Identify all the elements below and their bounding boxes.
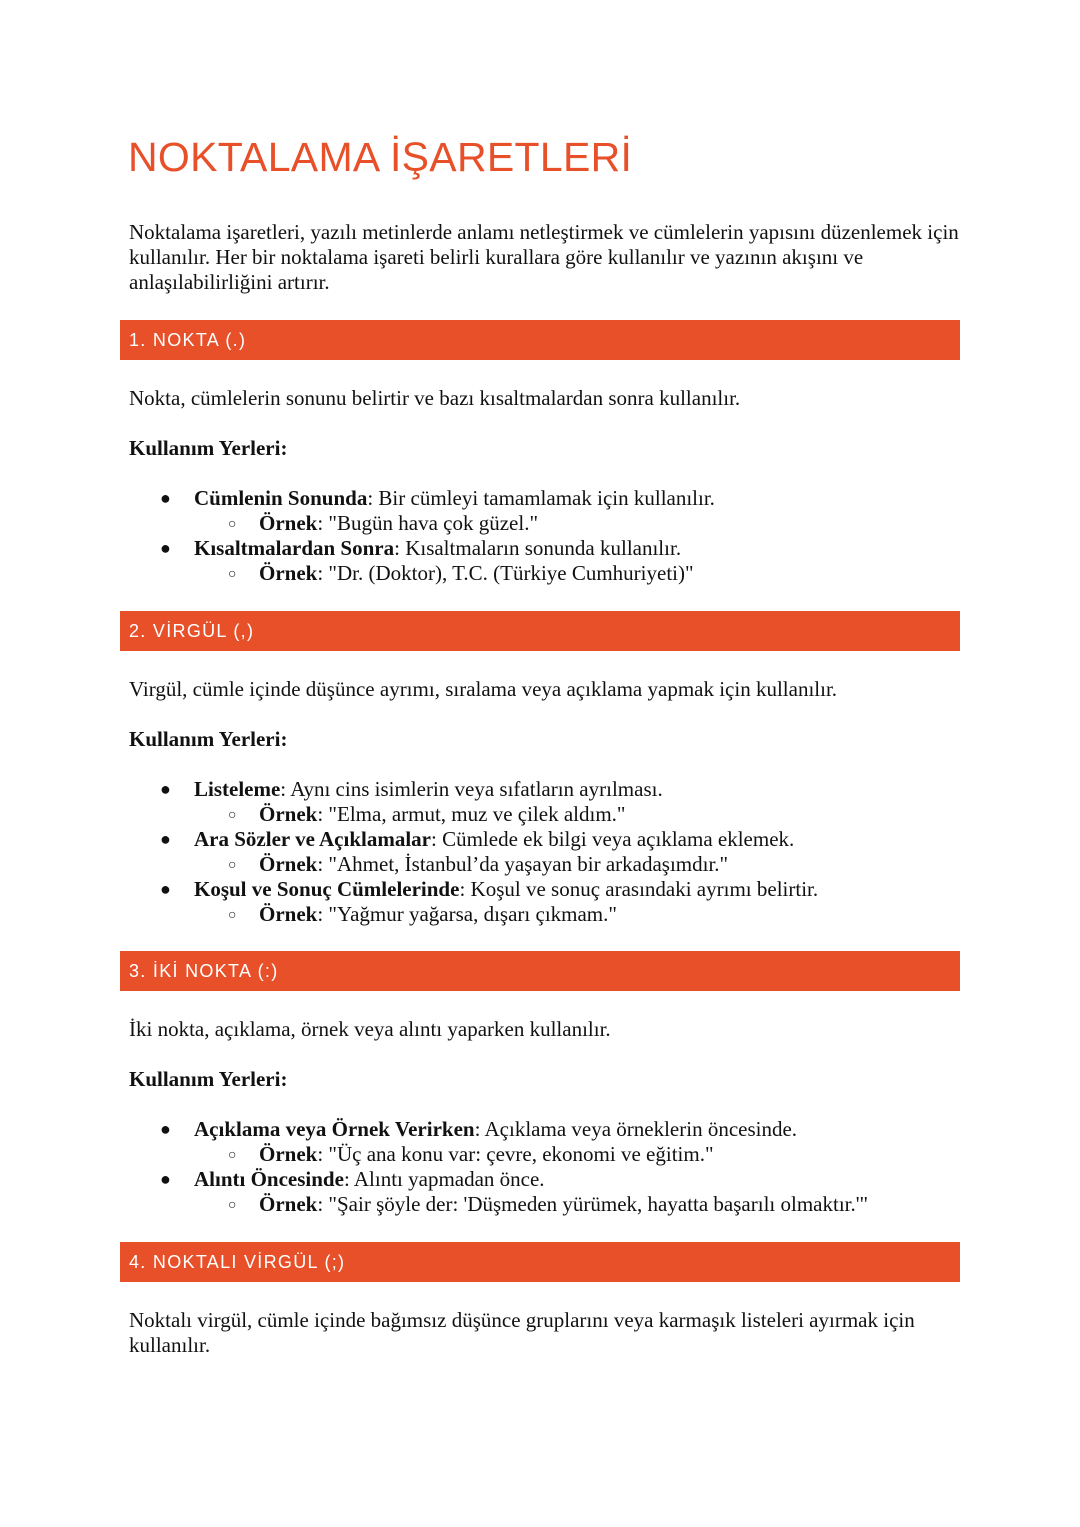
item-term: Listeleme (194, 777, 281, 801)
circle-bullet-icon: ○ (228, 808, 237, 823)
example-label: Örnek (259, 511, 318, 535)
list-item (160, 1167, 868, 1192)
bullet-icon: ● (160, 829, 171, 849)
section-description: Nokta, cümlelerin sonunu belirtir ve bazı kısaltmalardan sonra kullanılır. (129, 386, 741, 410)
page-title: NOKTALAMA İŞARETLERİ (128, 134, 633, 180)
list-item (160, 877, 818, 902)
item-term: Ara Sözler ve Açıklamalar (194, 827, 431, 851)
example-label: Örnek (259, 852, 318, 876)
bullet-icon: ● (160, 538, 171, 558)
item-text: : Koşul ve sonuç arasındaki ayrımı belirtir. (459, 877, 819, 901)
circle-bullet-icon: ○ (228, 1148, 237, 1163)
example-text: : "Bugün hava çok güzel." (317, 511, 539, 535)
section-heading-nokta: 1. NOKTA (.) (120, 320, 960, 360)
list-item (160, 777, 818, 802)
bullet-icon: ● (160, 1169, 171, 1189)
item-term: Cümlenin Sonunda (194, 486, 368, 510)
example-text: : "Ahmet, İstanbul’da yaşayan bir arkadaşımdır." (317, 852, 729, 876)
example-item (160, 852, 818, 877)
section-heading-virgul: 2. VİRGÜL (,) (120, 611, 960, 651)
list-item (160, 827, 818, 852)
usage-list (160, 486, 715, 586)
example-label: Örnek (259, 1142, 318, 1166)
section-description: Noktalı virgül, cümle içinde bağımsız düşünce gruplarını veya karmaşık listeleri ayırmak için kullanılır. (129, 1308, 915, 1357)
list-item (160, 486, 715, 511)
example-text: : "Üç ana konu var: çevre, ekonomi ve eğitim." (317, 1142, 714, 1166)
circle-bullet-icon: ○ (228, 908, 237, 923)
example-item (160, 561, 715, 586)
example-text: : "Yağmur yağarsa, dışarı çıkmam." (317, 902, 617, 926)
item-term: Kısaltmalardan Sonra (194, 536, 395, 560)
usage-list (160, 1117, 868, 1217)
example-item (160, 902, 818, 927)
example-text: : "Şair şöyle der: 'Düşmeden yürümek, hayatta başarılı olmaktır.'" (317, 1192, 869, 1216)
example-label: Örnek (259, 902, 318, 926)
example-label: Örnek (259, 1192, 318, 1216)
section-description: İki nokta, açıklama, örnek veya alıntı yaparken kullanılır. (129, 1017, 611, 1041)
section-description: Virgül, cümle içinde düşünce ayrımı, sıralama veya açıklama yapmak için kullanılır. (129, 677, 838, 701)
item-text: : Açıklama veya örneklerin öncesinde. (474, 1117, 798, 1141)
list-item (160, 536, 715, 561)
intro-paragraph: Noktalama işaretleri, yazılı metinlerde anlamı netleştirmek ve cümlelerin yapısını düzenlemek için kullanılır. Her bir noktalama işareti belirli kurallara göre kullanılır ve yazının akışını ve anlaşılabilirliğini artırır. (129, 220, 959, 294)
example-text: : "Dr. (Doktor), T.C. (Türkiye Cumhuriyeti)" (317, 561, 694, 585)
item-term: Alıntı Öncesinde (194, 1167, 344, 1191)
example-text: : "Elma, armut, muz ve çilek aldım." (317, 802, 626, 826)
example-label: Örnek (259, 561, 318, 585)
example-item (160, 511, 715, 536)
example-item (160, 1192, 868, 1217)
item-text: : Alıntı yapmadan önce. (343, 1167, 545, 1191)
item-term: Koşul ve Sonuç Cümlelerinde (194, 877, 460, 901)
usage-heading: Kullanım Yerleri: (129, 1067, 288, 1091)
usage-list (160, 777, 818, 927)
section-heading-noktali-virgul: 4. NOKTALI VİRGÜL (;) (120, 1242, 960, 1282)
bullet-icon: ● (160, 488, 171, 508)
circle-bullet-icon: ○ (228, 517, 237, 532)
circle-bullet-icon: ○ (228, 1198, 237, 1213)
usage-heading: Kullanım Yerleri: (129, 727, 288, 751)
bullet-icon: ● (160, 879, 171, 899)
section-heading-iki-nokta: 3. İKİ NOKTA (:) (120, 951, 960, 991)
example-item (160, 802, 818, 827)
item-text: : Kısaltmaların sonunda kullanılır. (394, 536, 682, 560)
item-text: : Bir cümleyi tamamlamak için kullanılır. (367, 486, 715, 510)
usage-heading: Kullanım Yerleri: (129, 436, 288, 460)
example-item (160, 1142, 868, 1167)
item-term: Açıklama veya Örnek Verirken (194, 1117, 475, 1141)
bullet-icon: ● (160, 1119, 171, 1139)
example-label: Örnek (259, 802, 318, 826)
circle-bullet-icon: ○ (228, 858, 237, 873)
item-text: : Cümlede ek bilgi veya açıklama eklemek. (430, 827, 795, 851)
item-text: : Aynı cins isimlerin veya sıfatların ayrılması. (280, 777, 663, 801)
list-item (160, 1117, 868, 1142)
bullet-icon: ● (160, 779, 171, 799)
circle-bullet-icon: ○ (228, 567, 237, 582)
